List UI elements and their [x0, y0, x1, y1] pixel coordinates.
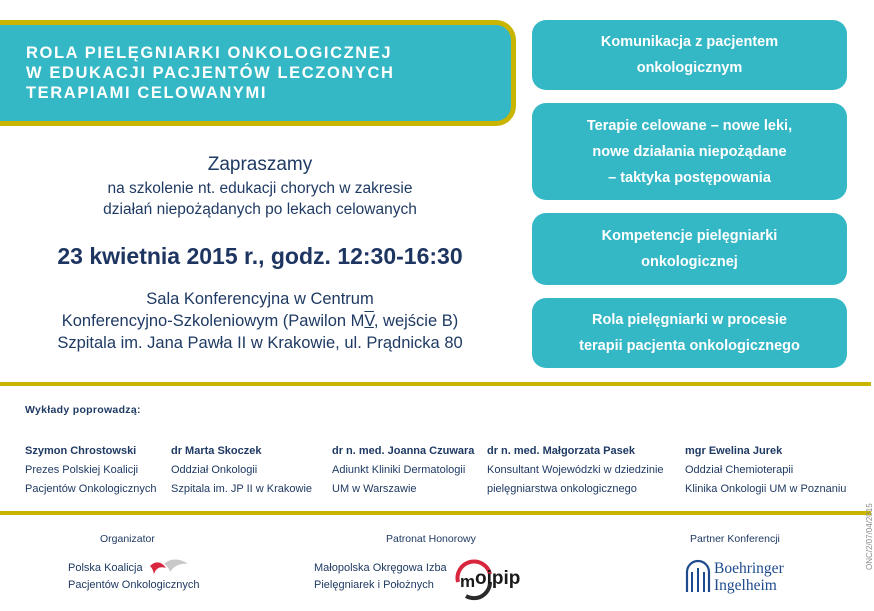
topic-4-line-2: terapii pacjenta onkologicznego: [579, 338, 800, 354]
topic-2-line-2: nowe działania niepożądane: [592, 143, 787, 160]
lecturer-2-line-1: Oddział Onkologii: [171, 464, 258, 476]
lecturer-2-name: dr Marta Skoczek: [171, 445, 262, 457]
lecturer-4-name: dr n. med. Małgorzata Pasek: [487, 445, 635, 457]
topic-box-communication: [532, 20, 847, 90]
venue-block: [0, 288, 520, 354]
patron-line-2: Pielęgniarek i Położnych: [314, 579, 434, 591]
title-line-3: TERAPIAMI CELOWANYMI: [26, 84, 267, 102]
lecturer-4-line-2: pielęgniarstwa onkologicznego: [487, 483, 637, 495]
invitation-line-2: działań niepożądanych po lekach celowanych: [103, 201, 417, 218]
lecturer-1-line-1: Prezes Polskiej Koalicji: [25, 464, 139, 476]
topic-2-line-3: – taktyka postępowania: [608, 169, 771, 186]
svg-text:m: m: [460, 572, 476, 591]
event-date: 23 kwietnia 2015 r., godz. 12:30-16:30: [57, 243, 463, 269]
patron-name: [314, 560, 447, 594]
topic-4-line-1: Rola pielęgniarki w procesie: [591, 312, 787, 328]
topic-2-line-1: Terapie celowane – nowe leki,: [586, 117, 793, 134]
lecturer-1-name: Szymon Chrostowski: [25, 445, 137, 457]
lecturer-5-line-1: Oddział Chemioterapii: [685, 464, 794, 476]
lecturer-3: [332, 442, 474, 499]
organizer-label: Organizator: [100, 533, 155, 545]
invitation-block: [0, 152, 520, 220]
document-code: ONC/2/07/04/2015: [865, 503, 874, 570]
venue-line-2: [0, 310, 520, 332]
patron-line-1: Małopolska Okręgowa Izba: [314, 562, 447, 574]
organizer-line-2: Pacjentów Onkologicznych: [68, 579, 200, 591]
lecturer-2: [171, 442, 312, 499]
venue-line-3: Szpitala im. Jana Pawła II w Krakowie, ul. Prądnicka 80: [57, 334, 463, 352]
partner-line-2: Ingelheim: [714, 577, 777, 594]
topic-1-line-1: Komunikacja z pacjentem: [600, 34, 779, 50]
divider-top: [0, 382, 871, 386]
lecturer-4-line-1: Konsultant Wojewódzki w dziedzinie: [487, 464, 664, 476]
patron-label: Patronat Honorowy: [386, 533, 476, 545]
partner-label: Partner Konferencji: [690, 533, 780, 545]
lecturer-5: [685, 442, 846, 499]
boehringer-logo-icon: [684, 558, 712, 594]
lecturer-5-name: mgr Ewelina Jurek: [685, 445, 783, 457]
divider-bottom: [0, 511, 871, 515]
topic-1-line-2: onkologicznym: [636, 60, 743, 76]
lecturer-4: [487, 442, 664, 499]
lecturer-5-line-2: Klinika Onkologii UM w Poznaniu: [685, 483, 847, 495]
venue-line-2-tail: , wejście B): [373, 312, 459, 330]
topic-3-line-1: Kompetencje pielęgniarki: [601, 228, 778, 244]
topic-box-competencies: [532, 213, 847, 285]
lecturer-1-line-2: Pacjentów Onkologicznych: [25, 483, 157, 495]
topic-box-nurse-role: [532, 298, 847, 368]
venue-line-2-main: Konferencyjno-Szkoleniowym (Pawilon M: [61, 312, 365, 330]
lecturer-1: [25, 442, 156, 499]
lecturer-3-line-2: UM w Warszawie: [332, 483, 417, 495]
venue-line-1: Sala Konferencyjna w Centrum: [146, 290, 374, 308]
moipip-logo-text: oipip: [475, 568, 521, 589]
invitation-line-1: na szkolenie nt. edukacji chorych w zakresie: [107, 180, 413, 197]
lecturer-2-line-2: Szpitala im. JP II w Krakowie: [171, 483, 313, 495]
title-line-1: ROLA PIELĘGNIARKI ONKOLOGICZNEJ: [26, 44, 393, 62]
lectures-heading: Wykłady poprowadzą:: [25, 404, 141, 416]
title-line-2: W EDUKACJI PACJENTÓW LECZONYCH: [26, 64, 395, 82]
topic-3-line-2: onkologicznej: [641, 254, 738, 270]
topic-box-targeted-therapies: [532, 103, 847, 200]
organizer-line-1: Polska Koalicja: [68, 562, 143, 574]
lecturer-3-line-1: Adiunkt Kliniki Dermatologii: [332, 464, 466, 476]
partner-line-1: Boehringer: [714, 560, 784, 577]
title-banner: [0, 20, 516, 126]
venue-pavilion: V: [364, 312, 374, 330]
invitation-heading: Zapraszamy: [207, 154, 313, 175]
organizer-birds-logo: [148, 556, 192, 582]
lecturer-3-name: dr n. med. Joanna Czuwara: [332, 445, 475, 457]
partner-name: [714, 560, 784, 594]
